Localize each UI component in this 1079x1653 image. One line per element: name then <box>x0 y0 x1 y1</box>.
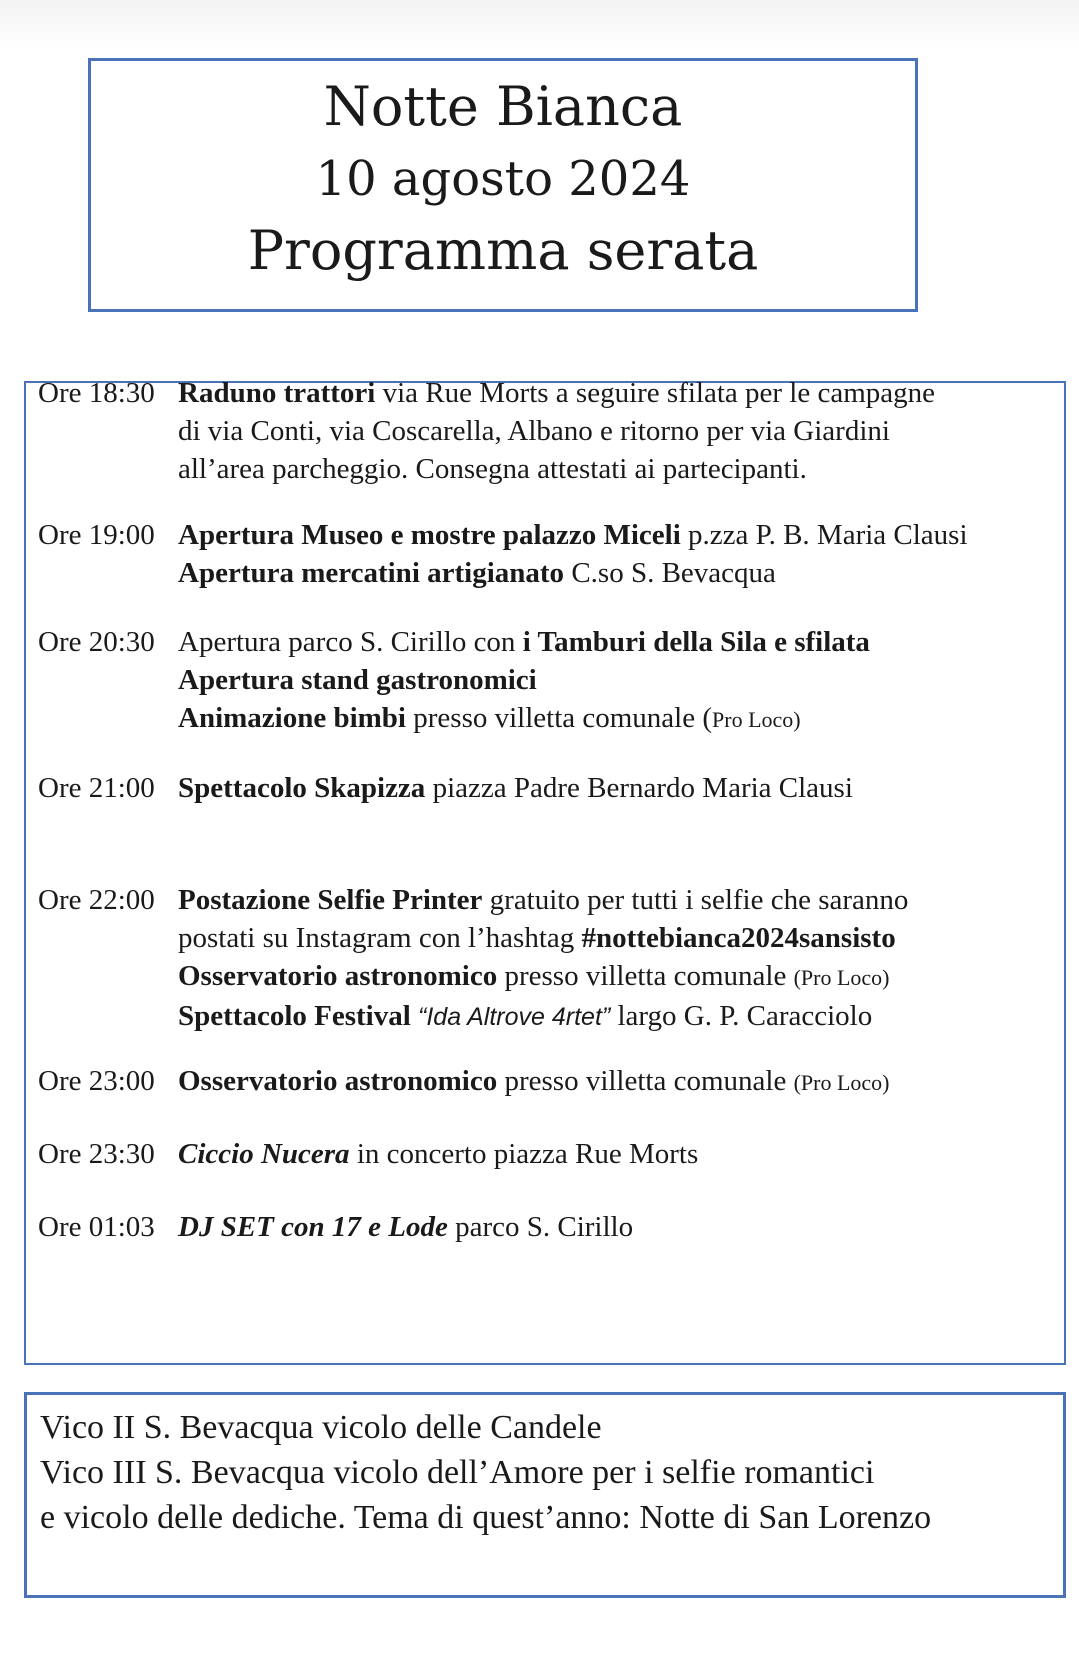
entry-line <box>178 554 1058 592</box>
vicolo-line: Vico III S. Bevacqua vicolo dell’Amore per i selfie romantici <box>40 1454 875 1491</box>
event-detail: parco S. Cirillo <box>447 1211 634 1243</box>
event-detail: di via Conti, via Coscarella, Albano e ritorno per via Giardini <box>178 415 890 447</box>
program-box <box>24 377 1066 1365</box>
entry-description <box>178 623 1058 739</box>
entry-line <box>178 881 1058 919</box>
entry-line <box>178 919 1058 957</box>
entry-line <box>178 1208 1058 1246</box>
entry-description <box>178 374 1058 488</box>
event-name: DJ SET con 17 e Lode <box>178 1211 448 1243</box>
event-name: Spettacolo Festival <box>178 1000 419 1032</box>
vicolo-line: e vicolo delle dediche. Tema di quest’anno: Notte di San Lorenzo <box>40 1499 932 1536</box>
vicoli-box <box>24 1392 1066 1598</box>
event-name: Postazione Selfie Printer <box>178 884 483 916</box>
entry-line <box>178 957 1058 997</box>
entry-time: Ore 23:30 <box>38 1138 155 1170</box>
organizer-note: (Pro Loco) <box>793 965 890 990</box>
event-name: Osservatorio astronomico <box>178 1065 498 1097</box>
event-detail: largo G. P. Caracciolo <box>610 1000 873 1032</box>
entry-line <box>178 699 1058 739</box>
event-detail: presso villetta comunale <box>497 960 794 992</box>
event-name: Apertura Museo e mostre palazzo Miceli <box>178 519 681 551</box>
event-name: Apertura mercatini artigianato <box>178 557 565 589</box>
event-name: Osservatorio astronomico <box>178 960 498 992</box>
organizer-note: Pro Loco) <box>712 707 801 732</box>
event-date: 10 agosto 2024 <box>315 151 691 207</box>
event-detail: piazza Padre Bernardo Maria Clausi <box>425 772 853 804</box>
event-name: Animazione bimbi <box>178 702 406 734</box>
entry-line <box>178 1062 1058 1102</box>
event-detail: presso villetta comunale <box>497 1065 794 1097</box>
entry-time: Ore 19:00 <box>38 519 155 551</box>
title-box <box>88 58 918 312</box>
entry-time: Ore 18:30 <box>38 377 155 409</box>
vicolo-line: Vico II S. Bevacqua vicolo delle Candele <box>40 1409 602 1446</box>
entry-line <box>178 661 1058 699</box>
entry-description <box>178 1208 1058 1246</box>
entry-description <box>178 769 1058 807</box>
event-detail: p.zza P. B. Maria Clausi <box>680 519 968 551</box>
event-detail: C.so S. Bevacqua <box>564 557 776 589</box>
band-name: “Ida Altrove 4rtet” <box>418 1003 611 1031</box>
entry-time: Ore 21:00 <box>38 772 155 804</box>
top-shade <box>0 0 1079 48</box>
entry-time: Ore 20:30 <box>38 626 155 658</box>
page-title: Notte Bianca <box>323 75 683 138</box>
event-detail: postati su Instagram con l’hashtag <box>178 922 582 954</box>
entry-line <box>178 412 1058 450</box>
entry-description <box>178 516 1058 592</box>
entry-line <box>178 1135 1058 1173</box>
entry-line <box>178 450 1058 488</box>
event-name: i Tamburi della Sila e sfilata <box>522 626 870 658</box>
event-detail: in concerto piazza Rue Morts <box>349 1138 699 1170</box>
event-name: Apertura stand gastronomici <box>178 664 537 696</box>
entry-line <box>178 623 1058 661</box>
event-name: Ciccio Nucera <box>178 1138 350 1170</box>
event-detail: all’area parcheggio. Consegna attestati ai partecipanti. <box>178 453 807 485</box>
entry-line <box>178 997 1058 1036</box>
event-name: Spettacolo Skapizza <box>178 772 426 804</box>
event-detail: via Rue Morts a seguire sfilata per le campagne <box>375 377 936 409</box>
page-subtitle: Programma serata <box>247 219 759 282</box>
entry-description <box>178 881 1058 1036</box>
event-name: Raduno trattori <box>178 377 376 409</box>
entry-description <box>178 1062 1058 1102</box>
entry-time: Ore 23:00 <box>38 1065 155 1097</box>
entry-line <box>178 769 1058 807</box>
entry-description <box>178 1135 1058 1173</box>
entry-line <box>178 516 1058 554</box>
entry-time: Ore 22:00 <box>38 884 155 916</box>
entry-line <box>178 374 1058 412</box>
hashtag: #nottebianca2024sansisto <box>581 922 896 954</box>
entry-time: Ore 01:03 <box>38 1211 155 1243</box>
event-detail: Apertura parco S. Cirillo con <box>178 626 523 658</box>
organizer-note: (Pro Loco) <box>793 1070 890 1095</box>
event-detail: gratuito per tutti i selfie che saranno <box>482 884 909 916</box>
event-detail: presso villetta comunale ( <box>406 702 713 734</box>
